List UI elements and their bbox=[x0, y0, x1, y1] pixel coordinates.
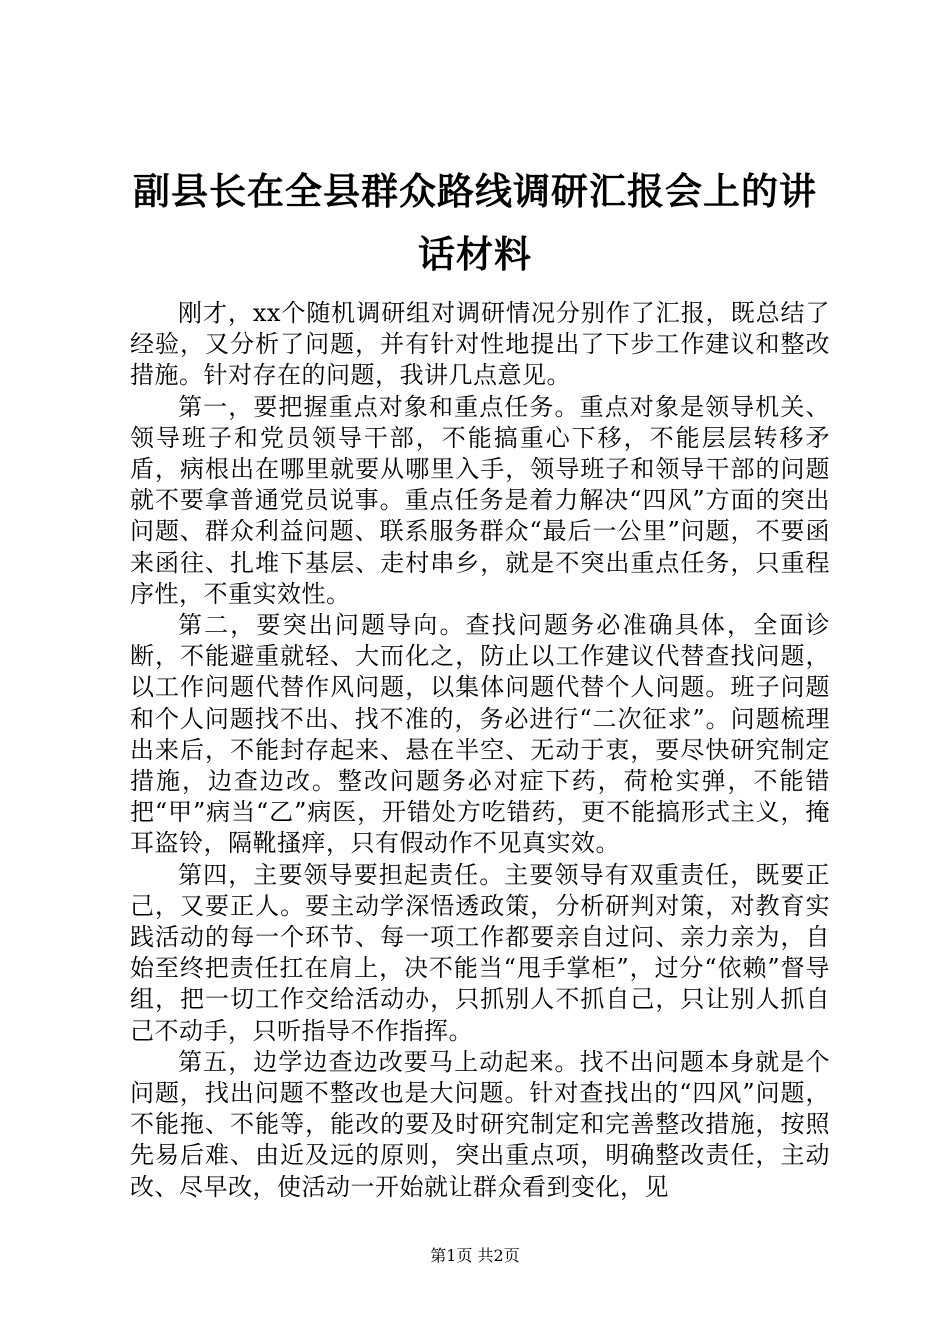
paragraph-second-point: 第二，要突出问题导向。查找问题务必准确具体，全面诊断，不能避重就轻、大而化之，防止以工作建议代替查找问题，以工作问题代替作风问题，以集体问题代替个人问题。班子问题和个人问题找不出、找不准的，务必进行“二次征求”。问题梳理出来后，不能封存起来、悬在半空、无动于衷，要尽快研究制定措施，边查边改。整改问题务必对症下药，荷枪实弹，不能错把“甲”病当“乙”病医，开错处方吃错药，更不能搞形式主义，掩耳盗铃，隔靴搔痒，只有假动作不见真实效。 bbox=[130, 611, 830, 858]
document-body bbox=[130, 298, 830, 1203]
page-number-footer: 第1页 共2页 bbox=[430, 1246, 520, 1265]
paragraph-fourth-point: 第四，主要领导要担起责任。主要领导有双重责任，既要正己，又要正人。要主动学深悟透政策，分析研判对策，对教育实践活动的每一个环节、每一项工作都要亲自过问、亲力亲为，自始至终把责任扛在肩上，决不能当“甩手掌柜”，过分“依赖”督导组，把一切工作交给活动办，只抓别人不抓自己，只让别人抓自己不动手，只听指导不作指挥。 bbox=[130, 860, 830, 1045]
paragraph-intro: 刚才，xx个随机调研组对调研情况分别作了汇报，既总结了经验，又分析了问题，并有针对性地提出了下步工作建议和整改措施。针对存在的问题，我讲几点意见。 bbox=[130, 299, 830, 390]
document-title: 副县长在全县群众路线调研汇报会上的讲话材料 bbox=[133, 169, 817, 276]
paragraph-fifth-point: 第五，边学边查边改要马上动起来。找不出问题本身就是个问题，找出问题不整改也是大问题。针对查找出的“四风”问题，不能拖、不能等，能改的要及时研究制定和完善整改措施，按照先易后难、由近及远的原则，突出重点项，明确整改责任，主动改、尽早改，使活动一开始就让群众看到变化，见 bbox=[130, 1047, 830, 1201]
paragraph-first-point: 第一，要把握重点对象和重点任务。重点对象是领导机关、领导班子和党员领导干部，不能搞重心下移，不能层层转移矛盾，病根出在哪里就要从哪里入手，领导班子和领导干部的问题就不要拿普通党员说事。重点任务是着力解决“四风”方面的突出问题、群众利益问题、联系服务群众“最后一公里”问题，不要函来函往、扎堆下基层、走村串乡，就是不突出重点任务，只重程序性，不重实效性。 bbox=[130, 392, 830, 608]
